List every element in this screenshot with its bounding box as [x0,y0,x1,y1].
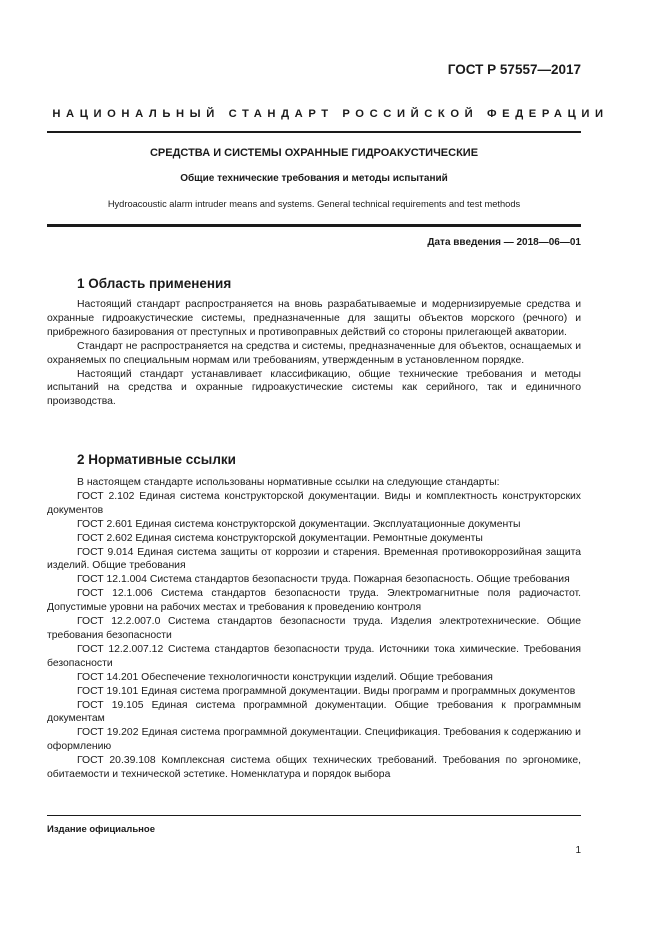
introduction-date: Дата введения — 2018—06—01 [427,237,581,248]
normative-reference: ГОСТ 20.39.108 Комплексная система общих технических требований. Требования по эргономике, обитаемости и технической эстетике. Номенклатура и порядок выбора [47,755,581,781]
section-1-paragraph: Стандарт не распространяется на средства и системы, предназначенные для объектов, оснащаемых и охраняемых по специальным нормам или требованиям, утвержденным в установленном порядке. [47,340,581,366]
section-1-heading: 1 Область применения [77,276,232,291]
section-2-intro: В настоящем стандарте использованы нормативные ссылки на следующие стандарты: [77,477,500,488]
normative-reference: ГОСТ 19.105 Единая система программной документации. Общие требования к программным документам [47,699,581,725]
normative-reference: ГОСТ 19.202 Единая система программной документации. Спецификация. Требования к содержанию и оформлению [47,727,581,753]
normative-reference: ГОСТ 9.014 Единая система защиты от коррозии и старения. Временная противокоррозийная защита изделий. Общие требования [47,546,581,572]
normative-reference: ГОСТ 14.201 Обеспечение технологичности конструкции изделий. Общие требования [77,671,493,683]
document-title: СРЕДСТВА И СИСТЕМЫ ОХРАННЫЕ ГИДРОАКУСТИЧЕСКИЕ [149,147,479,159]
header-divider [47,131,581,133]
document-code: ГОСТ Р 57557—2017 [447,62,581,77]
normative-reference: ГОСТ 2.601 Единая система конструкторской документации. Эксплуатационные документы [77,518,521,530]
normative-reference: ГОСТ 12.2.007.12 Система стандартов безопасности труда. Источники тока химические. Требования безопасности [47,643,581,669]
normative-reference: ГОСТ 12.1.004 Система стандартов безопасности труда. Пожарная безопасность. Общие требования [77,574,570,586]
normative-reference: ГОСТ 12.1.006 Система стандартов безопасности труда. Электромагнитные поля радиочастот. Допустимые уровни на рабочих местах и требования к проведению контроля [47,588,581,614]
page-number: 1 [575,845,581,856]
section-2-heading: 2 Нормативные ссылки [77,452,236,467]
english-title: Hydroacoustic alarm intruder means and systems. General technical requirements and test methods [107,199,521,209]
section-1-body [47,298,581,409]
official-edition-label: Издание официальное [47,824,155,835]
normative-reference: ГОСТ 2.602 Единая система конструкторской документации. Ремонтные документы [77,532,483,544]
title-divider [47,224,581,227]
national-standard-header: НАЦИОНАЛЬНЫЙ СТАНДАРТ РОССИЙСКОЙ ФЕДЕРАЦИИ [52,108,609,120]
section-2-body [47,476,581,782]
section-1-paragraph: Настоящий стандарт устанавливает классификацию, общие технические требования и методы испытаний на средства и охранные гидроакустические системы как серийного, так и единичного производства. [47,368,581,408]
normative-reference: ГОСТ 12.2.007.0 Система стандартов безопасности труда. Изделия электротехнические. Общие требования безопасности [47,616,581,641]
section-1-paragraph: Настоящий стандарт распространяется на вновь разрабатываемые и модернизируемые средства и охранные гидроакустические системы, предназначенные для защиты объектов морского (речного) и прибрежного базирования от преступных и противоправных действий со стороны прилегающей акватории. [47,299,581,338]
normative-reference: ГОСТ 19.101 Единая система программной документации. Виды программ и программных документов [77,685,576,697]
normative-reference: ГОСТ 2.102 Единая система конструкторской документации. Виды и комплектность конструкторских документов [47,490,581,516]
footer-divider [47,815,581,816]
document-subtitle: Общие технические требования и методы испытаний [180,173,448,184]
